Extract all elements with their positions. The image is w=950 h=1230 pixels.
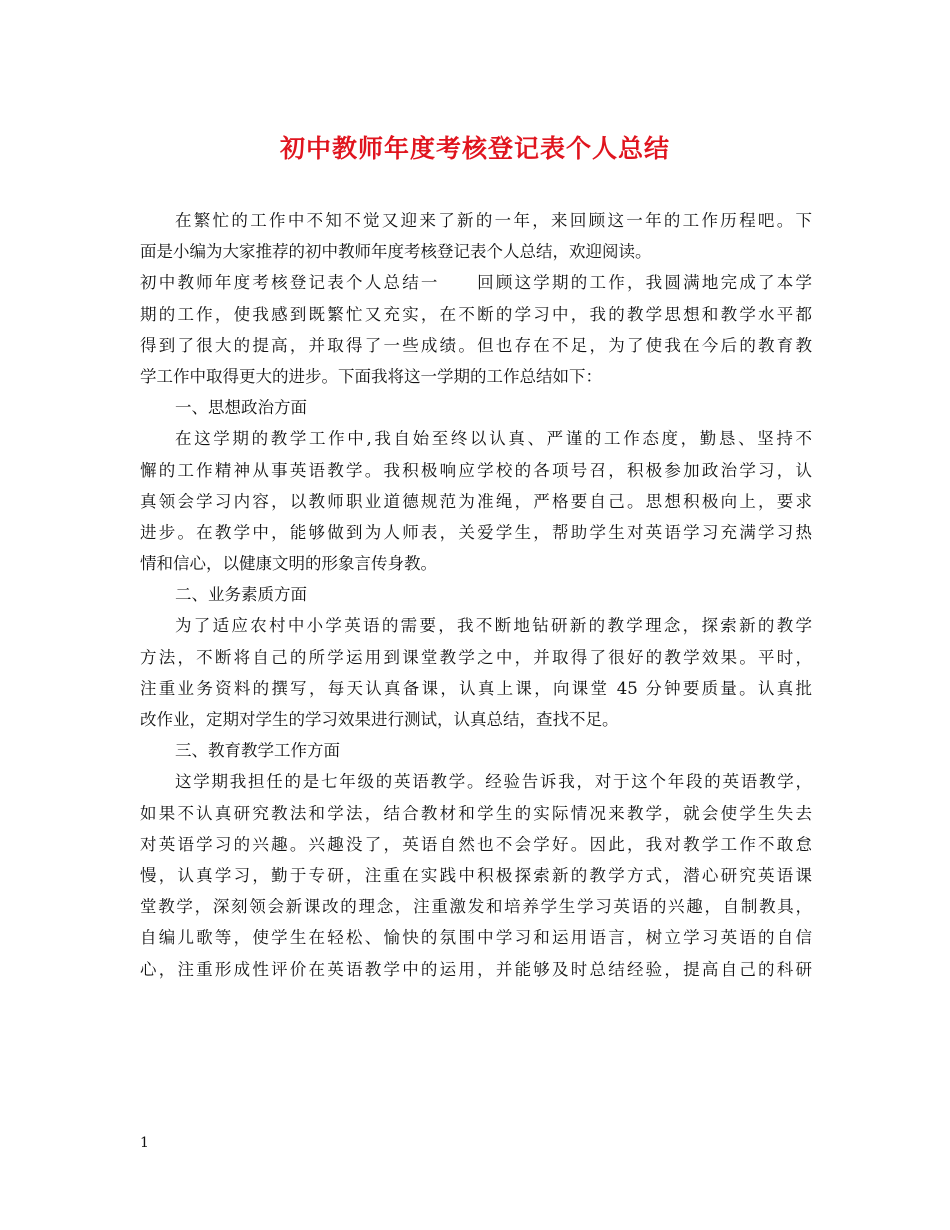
text-line: 进步。在教学中，能够做到为人师表，关爱学生，帮助学生对英语学习充满学习热 <box>140 522 812 542</box>
text-line: 面是小编为大家推荐的初中教师年度考核登记表个人总结，欢迎阅读。 <box>140 242 652 262</box>
document-title: 初中教师年度考核登记表个人总结 <box>279 134 670 163</box>
text-line: 在这学期的教学工作中,我自始至终以认真、严谨的工作态度，勤恳、坚持不 <box>175 429 812 449</box>
text-line: 心，注重形成性评价在英语教学中的运用，并能够及时总结经验，提高自己的科研 <box>140 959 812 979</box>
text-line: 得到了很大的提高，并取得了一些成绩。但也存在不足，为了使我在今后的教育教 <box>140 335 812 355</box>
text-line: 期的工作，使我感到既繁忙又充实，在不断的学习中，我的教学思想和教学水平都 <box>140 304 812 324</box>
text-line: 堂教学，深刻领会新课改的理念，注重激发和培养学生学习英语的兴趣，自制教具， <box>140 897 812 917</box>
document-body <box>140 205 812 985</box>
text-line: 三、教育教学工作方面 <box>175 741 340 761</box>
page-number: 1 <box>140 1135 149 1151</box>
text-line: 改作业，定期对学生的学习效果进行测试，认真总结，查找不足。 <box>140 710 619 729</box>
text-line: 注重业务资料的撰写，每天认真备课，认真上课，向课堂 45 分钟要质量。认真批 <box>140 678 812 698</box>
text-line: 如果不认真研究教法和学法，结合教材和学生的实际情况来教学，就会使学生失去 <box>140 803 812 823</box>
text-line: 在繁忙的工作中不知不觉又迎来了新的一年，来回顾这一年的工作历程吧。下 <box>175 211 812 230</box>
text-line: 对英语学习的兴趣。兴趣没了，英语自然也不会学好。因此，我对教学工作不敢怠 <box>140 834 812 854</box>
text-line: 自编儿歌等，使学生在轻松、愉快的氛围中学习和运用语言，树立学习英语的自信 <box>140 928 812 948</box>
text-line: 一、思想政治方面 <box>175 398 307 418</box>
text-line: 这学期我担任的是七年级的英语教学。经验告诉我，对于这个年段的英语教学， <box>175 772 812 792</box>
text-line: 学工作中取得更大的进步。下面我将这一学期的工作总结如下： <box>140 366 602 386</box>
text-lines <box>140 205 812 985</box>
text-line: 懈的工作精神从事英语教学。我积极响应学校的各项号召，积极参加政治学习，认 <box>140 460 812 480</box>
text-line: 为了适应农村中小学英语的需要，我不断地钻研新的教学理念，探索新的教学 <box>175 616 812 636</box>
text-line: 真领会学习内容，以教师职业道德规范为准绳，严格要自己。思想积极向上，要求 <box>140 491 812 511</box>
text-line: 二、业务素质方面 <box>175 585 307 605</box>
text-line: 方法，不断将自己的所学运用到课堂教学之中，并取得了很好的教学效果。平时， <box>140 647 812 667</box>
text-line: 情和信心，以健康文明的形象言传身教。 <box>140 554 437 574</box>
text-line: 慢，认真学习，勤于专研，注重在实践中积极探索新的教学方式，潜心研究英语课 <box>140 865 812 885</box>
text-line: 初中教师年度考核登记表个人总结一 回顾这学期的工作，我圆满地完成了本学 <box>140 273 812 293</box>
